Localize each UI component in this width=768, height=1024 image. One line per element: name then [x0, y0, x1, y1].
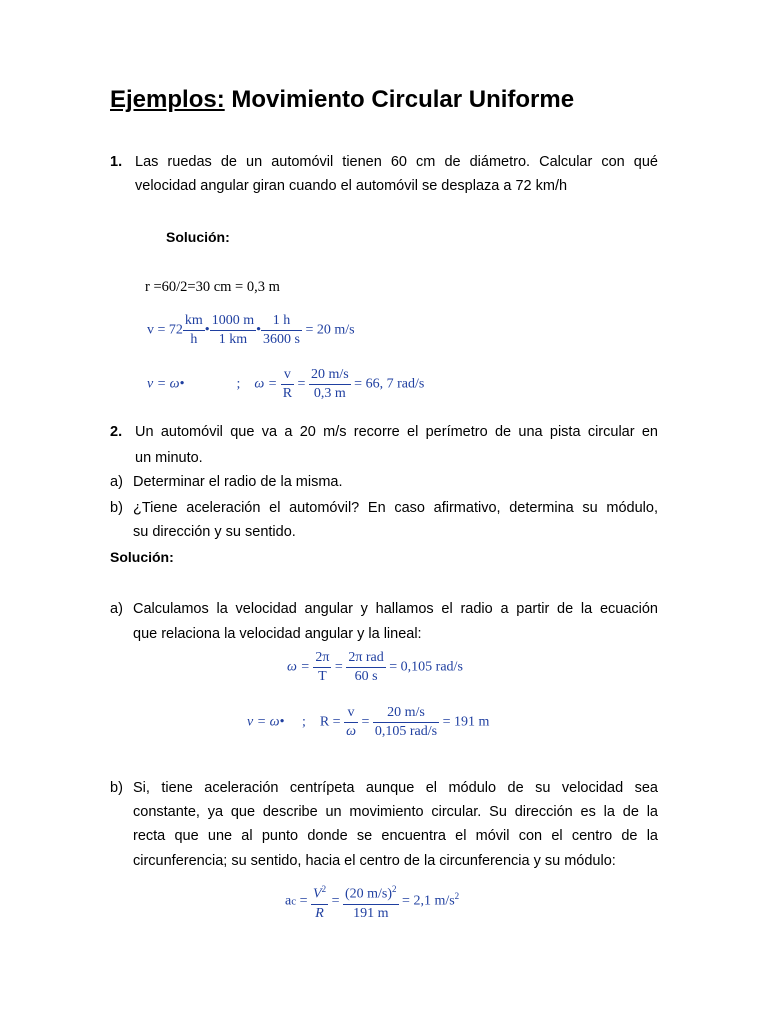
eq5-result-exp: 2	[454, 890, 460, 901]
eq3-f1-num: 2π	[313, 649, 331, 668]
eq2-separator: ;	[236, 376, 241, 392]
problem-2-line-2: un minuto.	[135, 450, 203, 466]
eq2-equals: =	[297, 376, 306, 392]
eq2-f1-den: R	[282, 386, 293, 401]
eq3-f2-num: 2π rad	[346, 649, 385, 668]
eq4-lhs: v = ω•	[247, 714, 285, 730]
eq5-result: = 2,1 m/s	[402, 893, 455, 909]
eq2-fraction-values	[309, 366, 351, 403]
eq3-fraction-values	[346, 649, 385, 686]
eq1-result: = 20 m/s	[305, 322, 355, 338]
item-a-label: a)	[110, 474, 123, 490]
solution-2-heading: Solución:	[110, 549, 174, 565]
eq5-f1-num: V	[313, 886, 322, 902]
eq1-f1-den: h	[190, 332, 198, 347]
solution-b-line-1: Si, tiene aceleración centrípeta aunque el módulo de su velocidad sea	[133, 780, 658, 796]
eq4-fraction-v-omega	[344, 704, 358, 741]
eq1-f2-den: 1 km	[218, 332, 248, 347]
title-prefix: Ejemplos:	[110, 86, 225, 113]
eq1-fraction-km-h	[183, 312, 205, 349]
omega-period-equation	[287, 649, 463, 686]
problem-2-line-1: Un automóvil que va a 20 m/s recorre el perímetro de una pista circular en	[135, 424, 658, 440]
solution-a-line-1: Calculamos la velocidad angular y hallamos el radio a partir de la ecuación	[133, 601, 658, 617]
eq1-mult-2: •	[256, 322, 261, 338]
eq4-f1-num: v	[344, 704, 358, 723]
eq2-omega: ω =	[254, 376, 278, 392]
solution-b-line-4: circunferencia; su sentido, hacia el centro de la circunferencia y su módulo:	[133, 853, 616, 869]
eq2-lhs: v = ω•	[147, 376, 185, 392]
solution-b-line-2: constante, ya que describe un movimiento circular. Su dirección es la de la	[133, 804, 658, 820]
eq1-f3-num: 1 h	[261, 312, 302, 331]
eq5-a: a	[285, 893, 292, 909]
eq2-result: = 66, 7 rad/s	[354, 376, 425, 392]
eq4-f1-den: ω	[346, 724, 356, 739]
eq5-f1-den: R	[315, 905, 324, 921]
eq4-result: = 191 m	[442, 714, 490, 730]
eq1-fraction-m-km	[210, 312, 256, 349]
solution-a-line-2: que relaciona la velocidad angular y la lineal:	[133, 626, 422, 642]
title-text: Movimiento Circular Uniforme	[224, 86, 575, 113]
eq4-fraction-values	[373, 704, 439, 741]
page-title	[110, 86, 574, 114]
velocity-conversion-equation	[147, 312, 355, 349]
solution-a-label: a)	[110, 601, 123, 617]
problem-1-line-1: Las ruedas de un automóvil tienen 60 cm de diámetro. Calcular con qué	[135, 154, 658, 170]
solution-1-heading: Solución:	[166, 229, 230, 245]
problem-2-number: 2.	[110, 424, 123, 440]
eq5-f1-exp: 2	[321, 884, 327, 894]
eq1-f1-num: km	[183, 312, 205, 331]
eq3-f2-den: 60 s	[354, 669, 378, 684]
item-a-text: Determinar el radio de la misma.	[133, 474, 343, 490]
solution-b-label: b)	[110, 780, 123, 796]
eq1-lhs: v = 72	[147, 322, 183, 338]
eq5-f2-exp: 2	[392, 884, 397, 894]
problem-1-line-2: velocidad angular giran cuando el automóvil se desplaza a 72 km/h	[135, 178, 568, 194]
eq1-f2-num: 1000 m	[210, 312, 256, 331]
item-b-label: b)	[110, 500, 123, 516]
eq4-r: R =	[319, 714, 341, 730]
eq3-result: = 0,105 rad/s	[389, 659, 463, 675]
solution-b-line-3: recta que une al punto donde se encuentra el móvil con el centro de la	[133, 828, 658, 844]
eq4-equals: =	[361, 714, 370, 730]
eq4-separator: ;	[301, 714, 306, 730]
eq5-subscript-c: c	[291, 895, 297, 908]
eq5-fraction-values	[343, 880, 399, 923]
item-b-line-2: su dirección y su sentido.	[133, 524, 296, 540]
eq3-equals: =	[334, 659, 343, 675]
eq4-f2-den: 0,105 rad/s	[374, 724, 438, 739]
eq1-fraction-h-s	[261, 312, 302, 349]
eq2-f2-den: 0,3 m	[313, 386, 346, 401]
eq3-f1-den: T	[318, 669, 327, 684]
eq4-f2-num: 20 m/s	[373, 704, 439, 723]
angular-velocity-equation	[147, 366, 424, 403]
eq5-f2-den: 191 m	[353, 905, 389, 921]
eq1-mult-1: •	[204, 322, 210, 338]
radius-equation-2	[247, 704, 489, 741]
eq5-fraction-v2-r	[311, 880, 328, 923]
eq3-omega: ω =	[287, 659, 310, 675]
radius-equation: r =60/2=30 cm = 0,3 m	[145, 279, 280, 295]
eq2-f1-num: v	[281, 366, 294, 385]
eq5-f2-num: (20 m/s)	[344, 886, 393, 902]
eq3-fraction-2pi-t	[313, 649, 331, 686]
problem-1-number: 1.	[110, 154, 123, 170]
centripetal-acceleration-equation	[285, 880, 459, 923]
eq5-equals-1: =	[299, 893, 308, 909]
item-b-line-1: ¿Tiene aceleración el automóvil? En caso afirmativo, determina su módulo,	[133, 500, 658, 516]
eq5-equals-2: =	[331, 893, 340, 909]
eq2-fraction-v-r	[281, 366, 294, 403]
eq1-f3-den: 3600 s	[263, 332, 300, 347]
eq2-f2-num: 20 m/s	[309, 366, 351, 385]
